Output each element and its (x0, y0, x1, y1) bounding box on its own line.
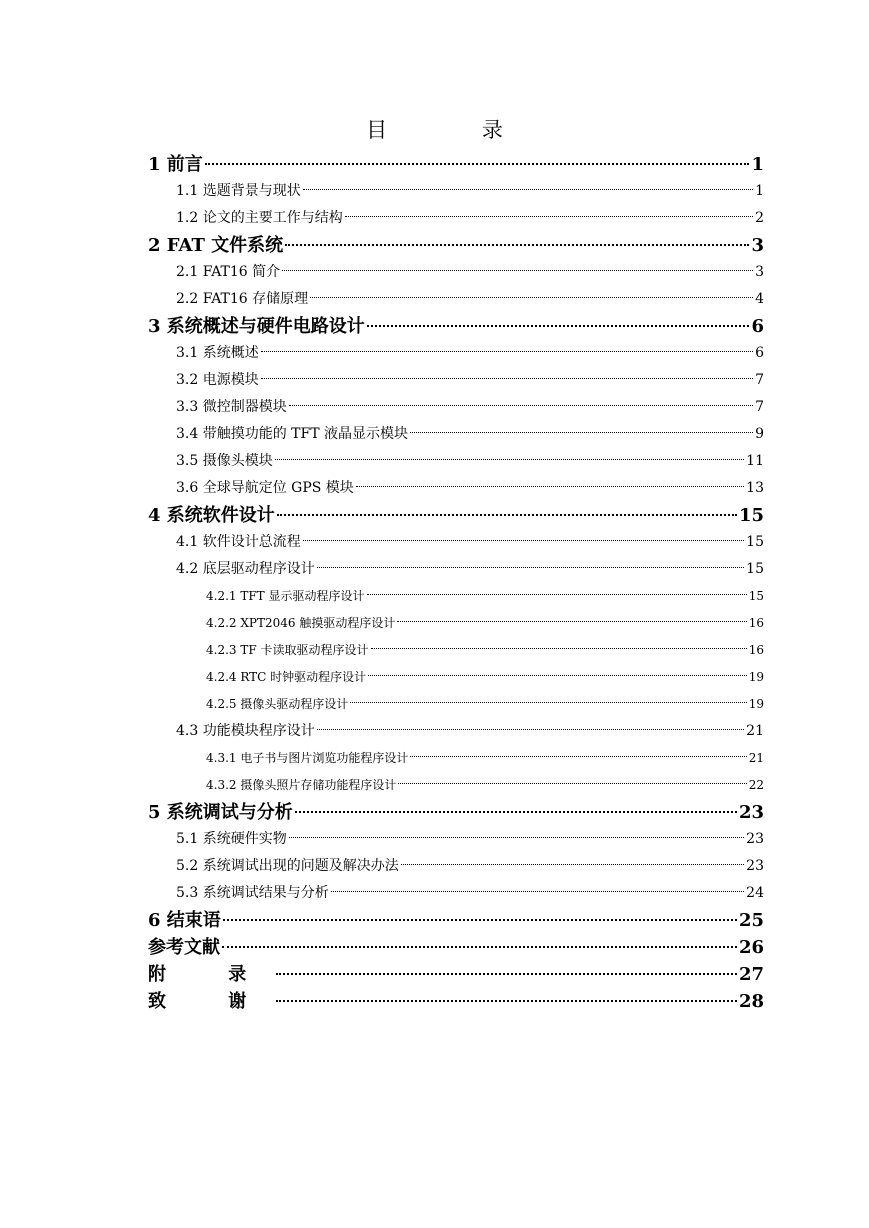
dot-leader (285, 244, 749, 246)
toc-entry-label: 3 系统概述与硬件电路设计 (148, 316, 365, 337)
toc-entry[interactable] (148, 151, 764, 178)
toc-entry[interactable] (148, 475, 764, 502)
toc-entry-page-number: 4 (755, 291, 764, 307)
toc-entry-page-number: 13 (746, 480, 764, 496)
toc-entry-label: 4.3.2 摄像头照片存储功能程序设计 (206, 778, 397, 792)
dot-leader (398, 783, 746, 784)
toc-entry[interactable] (148, 583, 764, 610)
toc-entry-label: 6 结束语 (148, 910, 221, 931)
toc-entry-label: 2 FAT 文件系统 (148, 235, 284, 256)
toc-entry-page-number: 28 (738, 991, 764, 1012)
dot-leader (397, 621, 746, 622)
toc-entry-page-number: 3 (755, 264, 764, 280)
dot-leader (282, 270, 753, 271)
dot-leader (367, 594, 747, 595)
dot-leader (261, 378, 753, 379)
toc-entry-label: 5.1 系统硬件实物 (176, 831, 287, 847)
toc-entry-label: 4.2 底层驱动程序设计 (176, 561, 315, 577)
toc-entry-label: 4.2.3 TF 卡读取驱动程序设计 (206, 643, 369, 657)
toc-entry-page-number: 23 (746, 858, 764, 874)
toc-entry[interactable] (148, 421, 764, 448)
dot-leader (276, 1000, 737, 1002)
table-of-contents (148, 151, 764, 1015)
dot-leader (401, 864, 744, 865)
toc-entry-page-number: 19 (748, 670, 764, 684)
toc-entry[interactable] (148, 205, 764, 232)
toc-entry[interactable] (148, 394, 764, 421)
page-title: 目 录 (366, 118, 547, 142)
toc-entry-page-number: 26 (738, 937, 764, 958)
toc-entry-label: 4 系统软件设计 (148, 505, 275, 526)
dot-leader (345, 216, 753, 217)
dot-leader (356, 486, 744, 487)
toc-entry-page-number: 21 (746, 723, 764, 739)
toc-entry-label: 4.2.5 摄像头驱动程序设计 (206, 697, 349, 711)
toc-entry-label: 4.2.2 XPT2046 触摸驱动程序设计 (206, 616, 396, 630)
dot-leader (289, 405, 753, 406)
toc-entry-page-number: 15 (746, 534, 764, 550)
toc-entry-label: 4.1 软件设计总流程 (176, 534, 301, 550)
toc-entry-page-number: 25 (738, 910, 764, 931)
toc-entry-page-number: 2 (755, 210, 764, 226)
toc-entry-page-number: 3 (751, 235, 764, 256)
dot-leader (410, 756, 746, 757)
toc-entry[interactable] (148, 448, 764, 475)
dot-leader (261, 351, 753, 352)
toc-entry[interactable] (148, 772, 764, 799)
toc-entry-label: 5.3 系统调试结果与分析 (176, 885, 329, 901)
toc-entry-label: 3.6 全球导航定位 GPS 模块 (176, 480, 354, 496)
dot-leader (295, 811, 737, 813)
toc-entry-page-number: 1 (755, 183, 764, 199)
toc-entry[interactable] (148, 637, 764, 664)
dot-leader (275, 459, 744, 460)
toc-entry-label: 致 谢 (148, 991, 275, 1012)
dot-leader (276, 973, 737, 975)
toc-entry[interactable] (148, 718, 764, 745)
toc-entry-label: 1.2 论文的主要工作与结构 (176, 210, 343, 226)
toc-entry-page-number: 15 (748, 589, 764, 603)
toc-entry-label: 4.3 功能模块程序设计 (176, 723, 315, 739)
toc-entry[interactable] (148, 259, 764, 286)
toc-entry-label: 3.2 电源模块 (176, 372, 259, 388)
toc-entry[interactable] (148, 556, 764, 583)
toc-entry[interactable] (148, 907, 764, 934)
dot-leader (223, 919, 737, 921)
toc-entry-page-number: 6 (751, 316, 764, 337)
dot-leader (222, 946, 737, 948)
dot-leader (368, 675, 747, 676)
toc-entry-page-number: 23 (746, 831, 764, 847)
toc-entry-page-number: 7 (755, 399, 764, 415)
toc-entry[interactable] (148, 610, 764, 637)
toc-entry-label: 附 录 (148, 964, 275, 985)
toc-entry-page-number: 22 (748, 778, 764, 792)
toc-entry-label: 3.5 摄像头模块 (176, 453, 273, 469)
toc-entry[interactable] (148, 988, 764, 1015)
toc-entry[interactable] (148, 664, 764, 691)
toc-entry[interactable] (148, 961, 764, 988)
dot-leader (410, 432, 753, 433)
dot-leader (350, 702, 746, 703)
toc-entry[interactable] (148, 178, 764, 205)
toc-entry[interactable] (148, 745, 764, 772)
dot-leader (310, 297, 753, 298)
toc-entry[interactable] (148, 286, 764, 313)
dot-leader (317, 567, 744, 568)
toc-entry[interactable] (148, 367, 764, 394)
toc-entry[interactable] (148, 529, 764, 556)
toc-entry-label: 3.3 微控制器模块 (176, 399, 287, 415)
toc-entry-label: 5 系统调试与分析 (148, 802, 293, 823)
toc-entry-page-number: 16 (748, 643, 764, 657)
toc-entry[interactable] (148, 799, 764, 826)
toc-entry-page-number: 9 (755, 426, 764, 442)
toc-entry-label: 3.4 带触摸功能的 TFT 液晶显示模块 (176, 426, 409, 442)
toc-entry[interactable] (148, 691, 764, 718)
dot-leader (367, 325, 750, 327)
dot-leader (371, 648, 747, 649)
toc-entry[interactable] (148, 880, 764, 907)
toc-entry-label: 2.1 FAT16 简介 (176, 264, 281, 280)
toc-entry-page-number: 6 (755, 345, 764, 361)
toc-entry-page-number: 11 (746, 453, 764, 469)
dot-leader (289, 837, 744, 838)
toc-entry-label: 参考文献 (148, 937, 220, 958)
dot-leader (303, 189, 753, 190)
toc-entry[interactable] (148, 313, 764, 340)
toc-entry-page-number: 16 (748, 616, 764, 630)
toc-entry-label: 1.1 选题背景与现状 (176, 183, 301, 199)
toc-entry-page-number: 19 (748, 697, 764, 711)
toc-entry-label: 3.1 系统概述 (176, 345, 259, 361)
toc-entry-label: 5.2 系统调试出现的问题及解决办法 (176, 858, 399, 874)
toc-entry-page-number: 15 (746, 561, 764, 577)
toc-entry-page-number: 7 (755, 372, 764, 388)
toc-entry[interactable] (148, 340, 764, 367)
toc-entry-label: 4.2.4 RTC 时钟驱动程序设计 (206, 670, 367, 684)
toc-entry-label: 2.2 FAT16 存储原理 (176, 291, 309, 307)
toc-entry-page-number: 23 (738, 802, 764, 823)
dot-leader (303, 540, 744, 541)
toc-entry[interactable] (148, 826, 764, 853)
toc-entry[interactable] (148, 934, 764, 961)
toc-entry-page-number: 24 (746, 885, 764, 901)
toc-entry[interactable] (148, 853, 764, 880)
toc-entry-page-number: 1 (751, 154, 764, 175)
toc-entry-label: 4.3.1 电子书与图片浏览功能程序设计 (206, 751, 409, 765)
toc-entry-page-number: 27 (738, 964, 764, 985)
toc-entry[interactable] (148, 502, 764, 529)
toc-entry-label: 1 前言 (148, 154, 203, 175)
toc-entry-page-number: 15 (738, 505, 764, 526)
dot-leader (317, 729, 744, 730)
dot-leader (205, 163, 750, 165)
dot-leader (331, 891, 744, 892)
toc-entry[interactable] (148, 232, 764, 259)
toc-entry-page-number: 21 (748, 751, 764, 765)
toc-entry-label: 4.2.1 TFT 显示驱动程序设计 (206, 589, 365, 603)
dot-leader (277, 514, 737, 516)
